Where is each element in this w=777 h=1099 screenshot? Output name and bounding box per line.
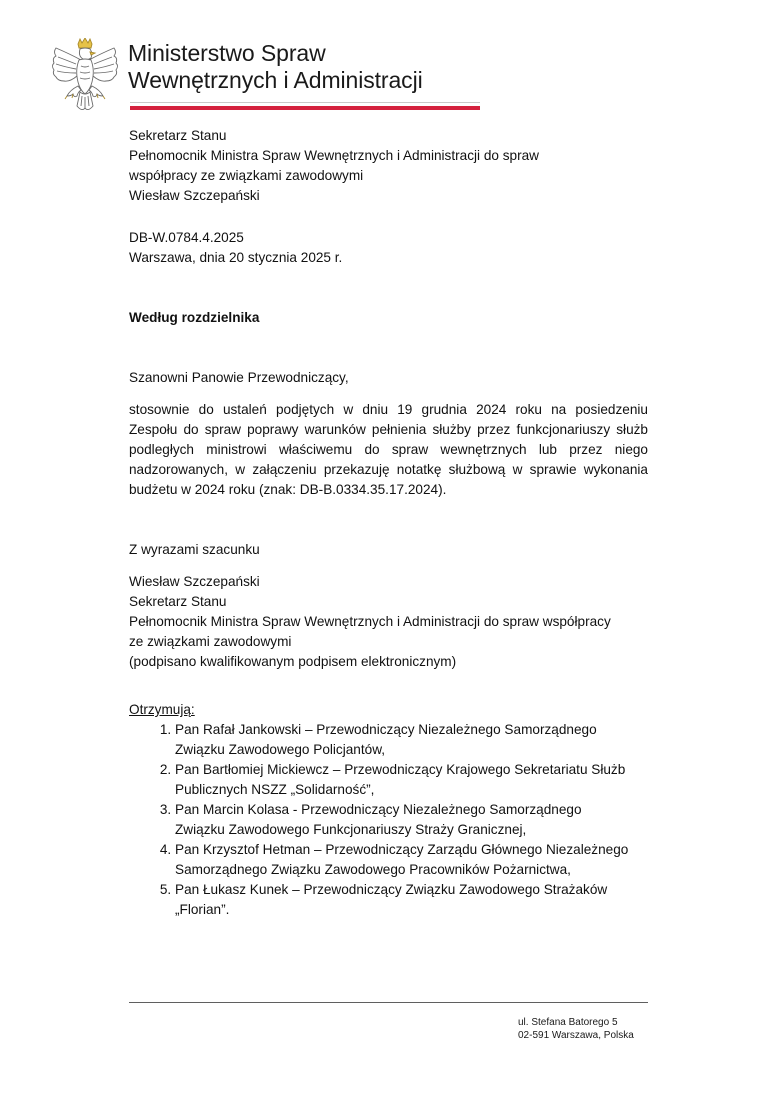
- body-line: budżetu w 2024 roku (znak: DB-B.0334.35.17.2024).: [129, 482, 447, 497]
- letter-content: [129, 126, 648, 920]
- signature-block: [129, 572, 648, 672]
- recipient-line: Związku Zawodowego Funkcjonariuszy Straży Granicznej,: [175, 822, 527, 837]
- reference-number: DB-W.0784.4.2025: [129, 230, 244, 245]
- reference-block: [129, 228, 648, 268]
- white-eagle-emblem-icon: [50, 38, 120, 114]
- ministry-name-line-1: Ministerstwo Spraw: [128, 40, 326, 66]
- letterhead-rule-red: [130, 106, 480, 110]
- letter-body: [129, 400, 648, 500]
- signature-name: Wiesław Szczepański: [129, 574, 260, 589]
- recipient-line: 4. Pan Krzysztof Hetman – Przewodniczący Zarządu Głównego Niezależnego: [175, 842, 629, 857]
- signature-function-line-2: ze związkami zawodowymi: [129, 634, 292, 649]
- sender-block: [129, 126, 648, 206]
- footer-city: 02-591 Warszawa, Polska: [518, 1030, 634, 1041]
- recipient-line: 3. Pan Marcin Kolasa - Przewodniczący Niezależnego Samorządnego: [175, 802, 582, 817]
- recipient-line: Samorządnego Związku Zawodowego Pracowników Pożarnictwa,: [175, 862, 571, 877]
- ministry-name: [128, 40, 423, 94]
- list-item: [175, 840, 648, 880]
- footer-divider: [129, 1002, 648, 1003]
- recipient-line: 5. Pan Łukasz Kunek – Przewodniczący Związku Zawodowego Strażaków: [175, 882, 608, 897]
- footer-street: ul. Stefana Batorego 5: [518, 1017, 618, 1028]
- list-item: [175, 760, 648, 800]
- sender-function-line-2: współpracy ze związkami zawodowymi: [129, 168, 364, 183]
- addressee: Według rozdzielnika: [129, 310, 260, 325]
- body-line: nadzorowanych, w załączeniu przekazuję notatkę służbową w sprawie wykonania: [129, 462, 648, 477]
- signature-function-line-1: Pełnomocnik Ministra Spraw Wewnętrznych i Administracji do spraw współpracy: [129, 614, 611, 629]
- list-item: [175, 800, 648, 840]
- sender-name: Wiesław Szczepański: [129, 188, 260, 203]
- salutation: Szanowni Panowie Przewodniczący,: [129, 370, 349, 385]
- recipient-line: Publicznych NSZZ „Solidarność”,: [175, 782, 375, 797]
- recipient-line: 1. Pan Rafał Jankowski – Przewodniczący Niezależnego Samorządnego: [175, 722, 597, 737]
- list-item: [175, 880, 648, 920]
- sender-function-line-1: Pełnomocnik Ministra Spraw Wewnętrznych i Administracji do spraw: [129, 148, 539, 163]
- recipients-heading: Otrzymują:: [129, 702, 195, 717]
- body-line: Zespołu do spraw poprawy warunków pełnienia służby przez funkcjonariuszy służb: [129, 422, 648, 437]
- signature-note: (podpisano kwalifikowanym podpisem elektronicznym): [129, 654, 457, 669]
- recipient-line: 2. Pan Bartłomiej Mickiewcz – Przewodniczący Krajowego Sekretariatu Służb: [175, 762, 626, 777]
- body-line: stosownie do ustaleń podjętych w dniu 19 grudnia 2024 roku na posiedzeniu: [129, 402, 648, 417]
- recipients-list: [129, 720, 648, 920]
- letterhead-rule: [130, 102, 480, 110]
- closing: Z wyrazami szacunku: [129, 542, 260, 557]
- letterhead: [50, 36, 440, 116]
- ministry-name-line-2: Wewnętrznych i Administracji: [128, 67, 423, 93]
- letterhead-rule-grey: [130, 102, 480, 103]
- signature-title: Sekretarz Stanu: [129, 594, 227, 609]
- list-item: [175, 720, 648, 760]
- body-line: podległych ministrowi właściwemu do spraw wewnętrznych lub przez niego: [129, 442, 648, 457]
- recipient-line: „Florian”.: [175, 902, 230, 917]
- sender-title: Sekretarz Stanu: [129, 128, 227, 143]
- footer-address: [518, 1016, 634, 1042]
- recipient-line: Związku Zawodowego Policjantów,: [175, 742, 386, 757]
- place-and-date: Warszawa, dnia 20 stycznia 2025 r.: [129, 250, 343, 265]
